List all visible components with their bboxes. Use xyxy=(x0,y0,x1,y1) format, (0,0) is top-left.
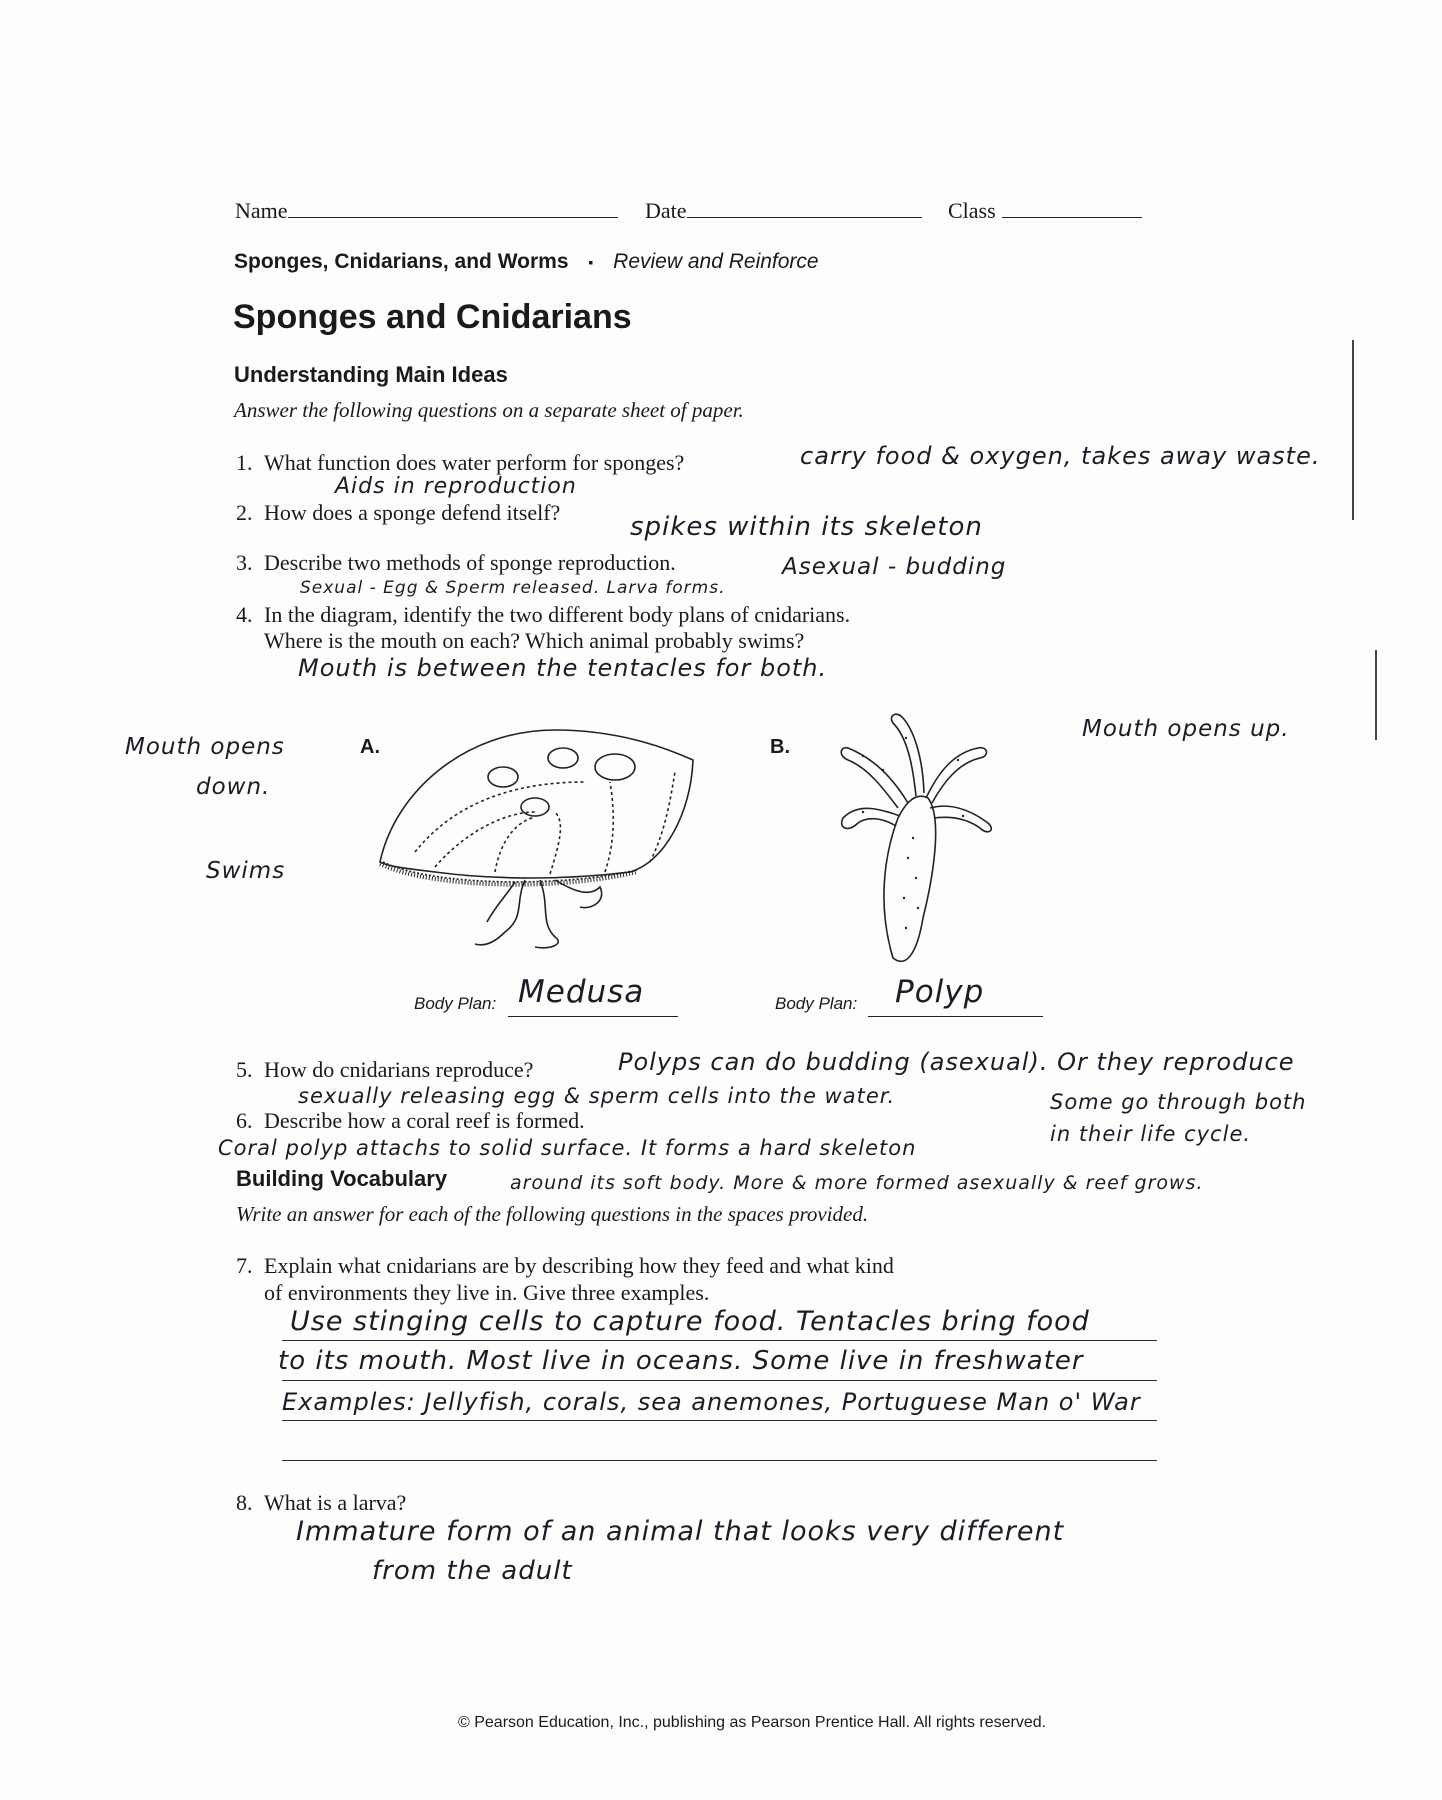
question-5: 5. How do cnidarians reproduce? xyxy=(236,1057,534,1082)
question-4: 4. In the diagram, identify the two different body plans of cnidarians. xyxy=(236,602,851,627)
name-field xyxy=(235,198,618,224)
chapter-line xyxy=(234,250,819,274)
medusa-illustration xyxy=(375,722,700,952)
side-note-a2: down. xyxy=(196,774,271,800)
answer-7-line1: Use stinging cells to capture food. Tentacles bring food xyxy=(290,1306,1090,1337)
class-field xyxy=(948,198,1142,224)
scan-margin-line xyxy=(1352,340,1354,520)
answer-7-line3: Examples: Jellyfish, corals, sea anemones, Portuguese Man o' War xyxy=(282,1388,1141,1416)
body-plan-label-a: Body Plan: xyxy=(414,994,497,1013)
question-7-line2: of environments they live in. Give three examples. xyxy=(264,1280,710,1305)
question-4-line2: Where is the mouth on each? Which animal probably swims? xyxy=(264,628,805,653)
answer-1b: Aids in reproduction xyxy=(335,474,577,499)
diagram-label-b: B. xyxy=(770,736,790,758)
bullet-glyph: ▪ xyxy=(588,254,594,271)
question-7: 7. Explain what cnidarians are by describing how they feed and what kind xyxy=(236,1253,894,1278)
scan-margin-line xyxy=(1375,650,1377,740)
body-plan-answer-a: Medusa xyxy=(518,974,645,1010)
main-ideas-heading: Understanding Main Ideas xyxy=(234,362,508,387)
copyright-footer: © Pearson Education, Inc., publishing as Pearson Prentice Hall. All rights reserved. xyxy=(458,1714,1047,1731)
question-8: 8. What is a larva? xyxy=(236,1490,407,1515)
question-2: 2. How does a sponge defend itself? xyxy=(236,500,561,525)
question-3: 3. Describe two methods of sponge reproduction. xyxy=(236,550,676,575)
section-type: Review and Reinforce xyxy=(613,250,819,273)
vocab-instructions: Write an answer for each of the following questions in the spaces provided. xyxy=(236,1202,869,1226)
answer-2: spikes within its skeleton xyxy=(630,512,983,542)
question-1: 1. What function does water perform for sponges? xyxy=(236,450,685,475)
side-note-b: Mouth opens up. xyxy=(1082,716,1290,742)
date-label: Date xyxy=(645,198,687,223)
body-plan-line-b xyxy=(868,1016,1043,1017)
answer-6a: Coral polyp attachs to solid surface. It forms a hard skeleton xyxy=(218,1136,917,1160)
answer-line-7-1 xyxy=(282,1340,1157,1341)
name-label: Name xyxy=(235,198,288,223)
answer-3a: Asexual - budding xyxy=(782,554,1007,580)
answer-5c: Some go through both xyxy=(1050,1090,1307,1114)
side-note-a3: Swims xyxy=(206,858,286,884)
name-blank xyxy=(288,199,618,218)
answer-8-line1: Immature form of an animal that looks very different xyxy=(296,1516,1065,1547)
answer-5b: sexually releasing egg & sperm cells into the water. xyxy=(298,1084,896,1108)
answer-3b: Sexual - Egg & Sperm released. Larva forms. xyxy=(300,578,726,598)
answer-line-7-4 xyxy=(282,1460,1157,1461)
answer-line-7-2 xyxy=(282,1380,1157,1381)
answer-5a: Polyps can do budding (asexual). Or they reproduce xyxy=(618,1048,1295,1076)
answer-line-7-3 xyxy=(282,1420,1157,1421)
answer-5d: in their life cycle. xyxy=(1050,1122,1252,1146)
answer-8-line2: from the adult xyxy=(372,1556,573,1586)
answer-7-line2: to its mouth. Most live in oceans. Some live in freshwater xyxy=(278,1346,1084,1376)
date-blank xyxy=(687,199,922,218)
side-note-a1: Mouth opens xyxy=(125,734,285,760)
body-plan-label-b: Body Plan: xyxy=(775,994,858,1013)
class-blank xyxy=(1002,199,1142,218)
answer-4: Mouth is between the tentacles for both. xyxy=(298,654,828,682)
answer-6b: around its soft body. More & more formed asexually & reef grows. xyxy=(510,1172,1204,1194)
main-ideas-instructions: Answer the following questions on a separate sheet of paper. xyxy=(234,398,744,422)
class-label: Class xyxy=(948,198,996,223)
diagram-label-a: A. xyxy=(360,736,380,758)
polyp-illustration xyxy=(838,708,1028,970)
question-6: 6. Describe how a coral reef is formed. xyxy=(236,1108,585,1133)
body-plan-answer-b: Polyp xyxy=(895,974,985,1010)
answer-1: carry food & oxygen, takes away waste. xyxy=(800,442,1321,470)
date-field xyxy=(645,198,922,224)
chapter-title: Sponges, Cnidarians, and Worms xyxy=(234,250,569,273)
body-plan-line-a xyxy=(508,1016,678,1017)
page-title: Sponges and Cnidarians xyxy=(233,298,632,336)
vocab-heading: Building Vocabulary xyxy=(236,1166,448,1191)
